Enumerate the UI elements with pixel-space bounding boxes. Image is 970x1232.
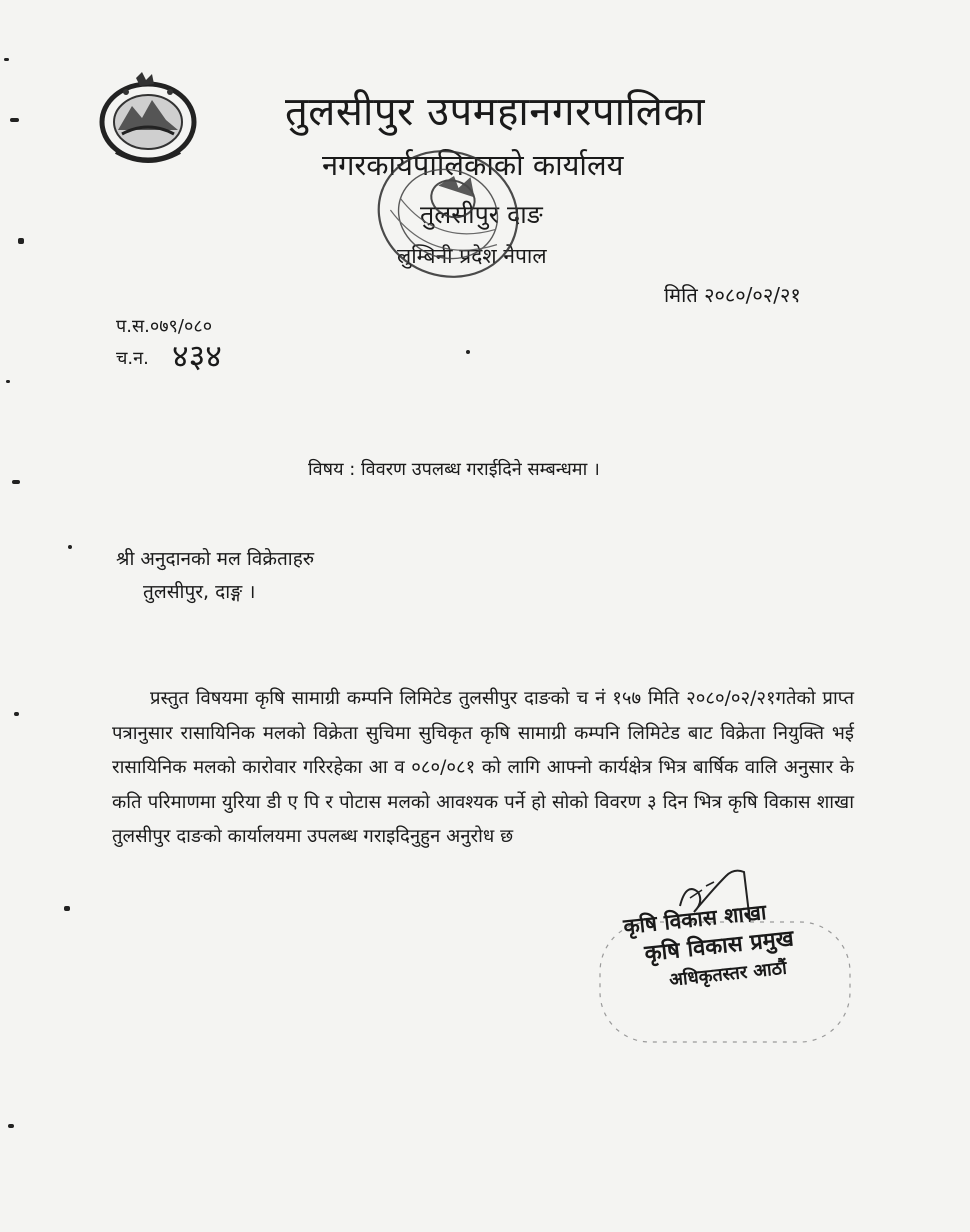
office-name: नगरकार्यपालिकाको कार्यालय <box>322 148 624 182</box>
dispatch-label: च.न. <box>116 348 149 369</box>
letter-date: मिति २०८०/०२/२१ <box>664 283 801 307</box>
addressee-name: श्री अनुदानको मल विक्रेताहरु <box>116 548 315 570</box>
address-city: तुलसीपुर दाङ <box>420 200 543 229</box>
fiscal-year-ref: प.स.०७९/०८० <box>116 316 213 337</box>
scan-speck <box>6 380 10 383</box>
scan-speck <box>14 712 19 716</box>
dispatch-number: ४३४ <box>172 337 222 375</box>
nepal-emblem-icon <box>96 72 200 164</box>
scan-speck <box>18 238 24 244</box>
letter-subject: विषय : विवरण उपलब्ध गराईदिने सम्बन्धमा । <box>308 459 600 480</box>
signature-stamp-line2: कृषि विकास प्रमुख <box>643 926 795 967</box>
office-stamp <box>358 128 538 300</box>
addressee-place: तुलसीपुर, दाङ्ग । <box>143 581 256 603</box>
organization-name: तुलसीपुर उपमहानगरपालिका <box>285 89 705 135</box>
scan-speck <box>4 58 9 61</box>
scan-speck <box>8 1124 14 1128</box>
scan-speck <box>68 545 72 549</box>
letter-body: प्रस्तुत विषयमा कृषि सामाग्री कम्पनि लिमिटेड तुलसीपुर दाङको च नं १५७ मिति २०८०/०२/२१गतेको प्राप्त पत्रानुसार रासायिनिक मलको विक्रेता सुचिमा सुचिकृत कृषि सामाग्री कम्पनि लिमिटेड बाट विक्रेता नियुक्ति भई रासायिनिक मलको कारोवार गरिरहेका आ व ०८०/०८१ को लागि आफ्नो कार्यक्षेत्र भित्र बार्षिक वालि अनुसार के कति परिमाणमा युरिया डी ए पि र पोटास मलको आवश्यक पर्ने हो सोको विवरण ३ दिन भित्र कृषि विकास शाखा तुलसीपुर दाङको कार्यालयमा उपलब्ध गराइदिनुहुन अनुरोध छ <box>112 688 854 847</box>
scan-speck <box>64 906 70 911</box>
signature-stamp-line1: कृषि विकास शाखा <box>622 899 768 939</box>
scan-speck <box>12 480 20 484</box>
scan-speck <box>10 118 19 122</box>
scan-speck <box>466 350 470 354</box>
address-province: लुम्बिनी प्रदेश नेपाल <box>397 244 547 268</box>
signature-stamp-line3: अधिकृतस्तर आठौं <box>668 957 788 991</box>
